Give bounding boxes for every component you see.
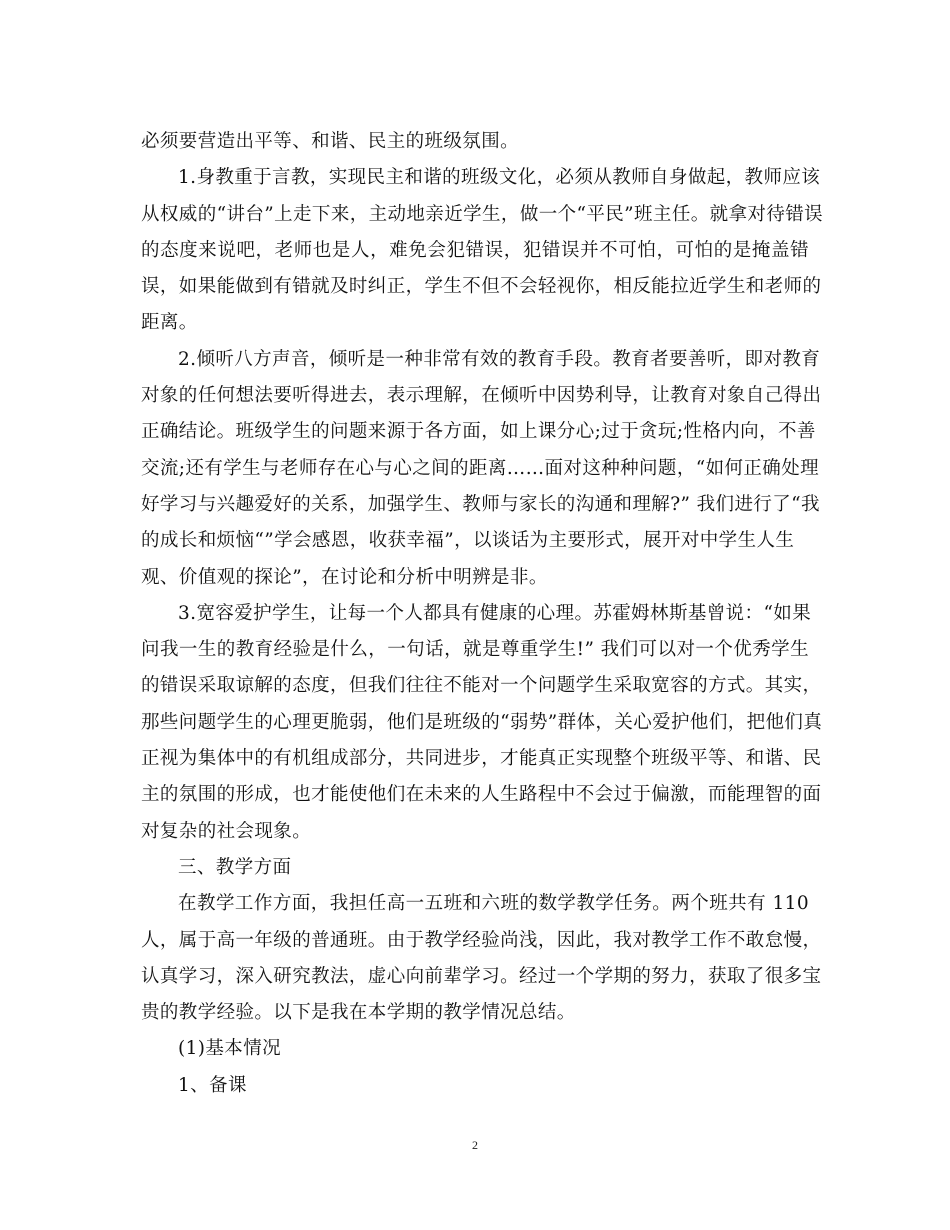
text-line: 必须要营造出平等、和谐、民主的班级氛围。 — [141, 131, 520, 152]
text-line: 的错误采取谅解的态度，但我们往往不能对一个问题学生采取宽容的方式。其实， — [141, 675, 822, 697]
text-line: 从权威的“讲台”上走下来，主动地亲近学生，做一个“平民”班主任。就拿对待错误 — [141, 203, 824, 225]
text-line: 正视为集体中的有机组成部分，共同进步，才能真正实现整个班级平等、和谐、民 — [141, 748, 822, 770]
text-line: 的成长和烦恼“”学会感恩，收获幸福”，以谈话为主要形式，展开对中学生人生 — [141, 530, 795, 552]
text-line: 1.身教重于言教，实现民主和谐的班级文化，必须从教师自身做起，教师应该 — [178, 167, 821, 189]
text-line: 交流;还有学生与老师存在心与心之间的距离……面对这种种问题，“如何正确处理 — [141, 457, 819, 479]
text-line: 的态度来说吧，老师也是人，难免会犯错误，犯错误并不可怕，可怕的是掩盖错 — [141, 239, 809, 261]
text-line: 观、价值观的探论”，在讨论和分析中明辨是非。 — [141, 566, 548, 588]
text-line: 认真学习，深入研究教法，虚心向前辈学习。经过一个学期的努力，获取了很多宝 — [141, 965, 822, 987]
text-line: 对复杂的社会现象。 — [141, 820, 312, 842]
text-line: 问我一生的教育经验是什么，一句话，就是尊重学生!” 我们可以对一个优秀学生 — [141, 639, 809, 661]
text-line: 人，属于高一年级的普通班。由于教学经验尚浅，因此，我对教学工作不敢怠慢， — [141, 929, 822, 951]
text-line: 主的氛围的形成，也才能使他们在未来的人生路程中不会过于偏激，而能理智的面 — [141, 784, 822, 806]
text-line: 2.倾听八方声音，倾听是一种非常有效的教育手段。教育者要善听，即对教育 — [178, 348, 821, 370]
text-line: 在教学工作方面，我担任高一五班和六班的数学教学任务。两个班共有 110 — [178, 893, 809, 915]
text-line: 那些问题学生的心理更脆弱，他们是班级的“弱势”群体，关心爱护他们，把他们真 — [141, 711, 823, 733]
section-heading: 三、教学方面 — [178, 856, 292, 878]
text-line: 误，如果能做到有错就及时纠正，学生不但不会轻视你，相反能拉近学生和老师的 — [141, 276, 822, 298]
text-line: 正确结论。班级学生的问题来源于各方面，如上课分心;过于贪玩;性格内向，不善 — [141, 421, 816, 443]
subsection-heading: (1)基本情况 — [178, 1038, 282, 1060]
document-body — [141, 124, 824, 1104]
text-line: 贵的教学经验。以下是我在本学期的教学情况总结。 — [141, 1002, 576, 1024]
text-line: 距离。 — [141, 312, 198, 334]
page-number: 2 — [472, 1138, 478, 1152]
text-line: 好学习与兴趣爱好的关系，加强学生、教师与家长的沟通和理解?” 我们进行了“我 — [141, 493, 820, 515]
text-line: 3.宽容爱护学生，让每一个人都具有健康的心理。苏霍姆林斯基曾说：“如果 — [178, 602, 812, 624]
text-line: 对象的任何想法要听得进去，表示理解，在倾听中因势利导，让教育对象自己得出 — [141, 385, 822, 407]
subsection-heading: 1、备课 — [178, 1074, 247, 1096]
